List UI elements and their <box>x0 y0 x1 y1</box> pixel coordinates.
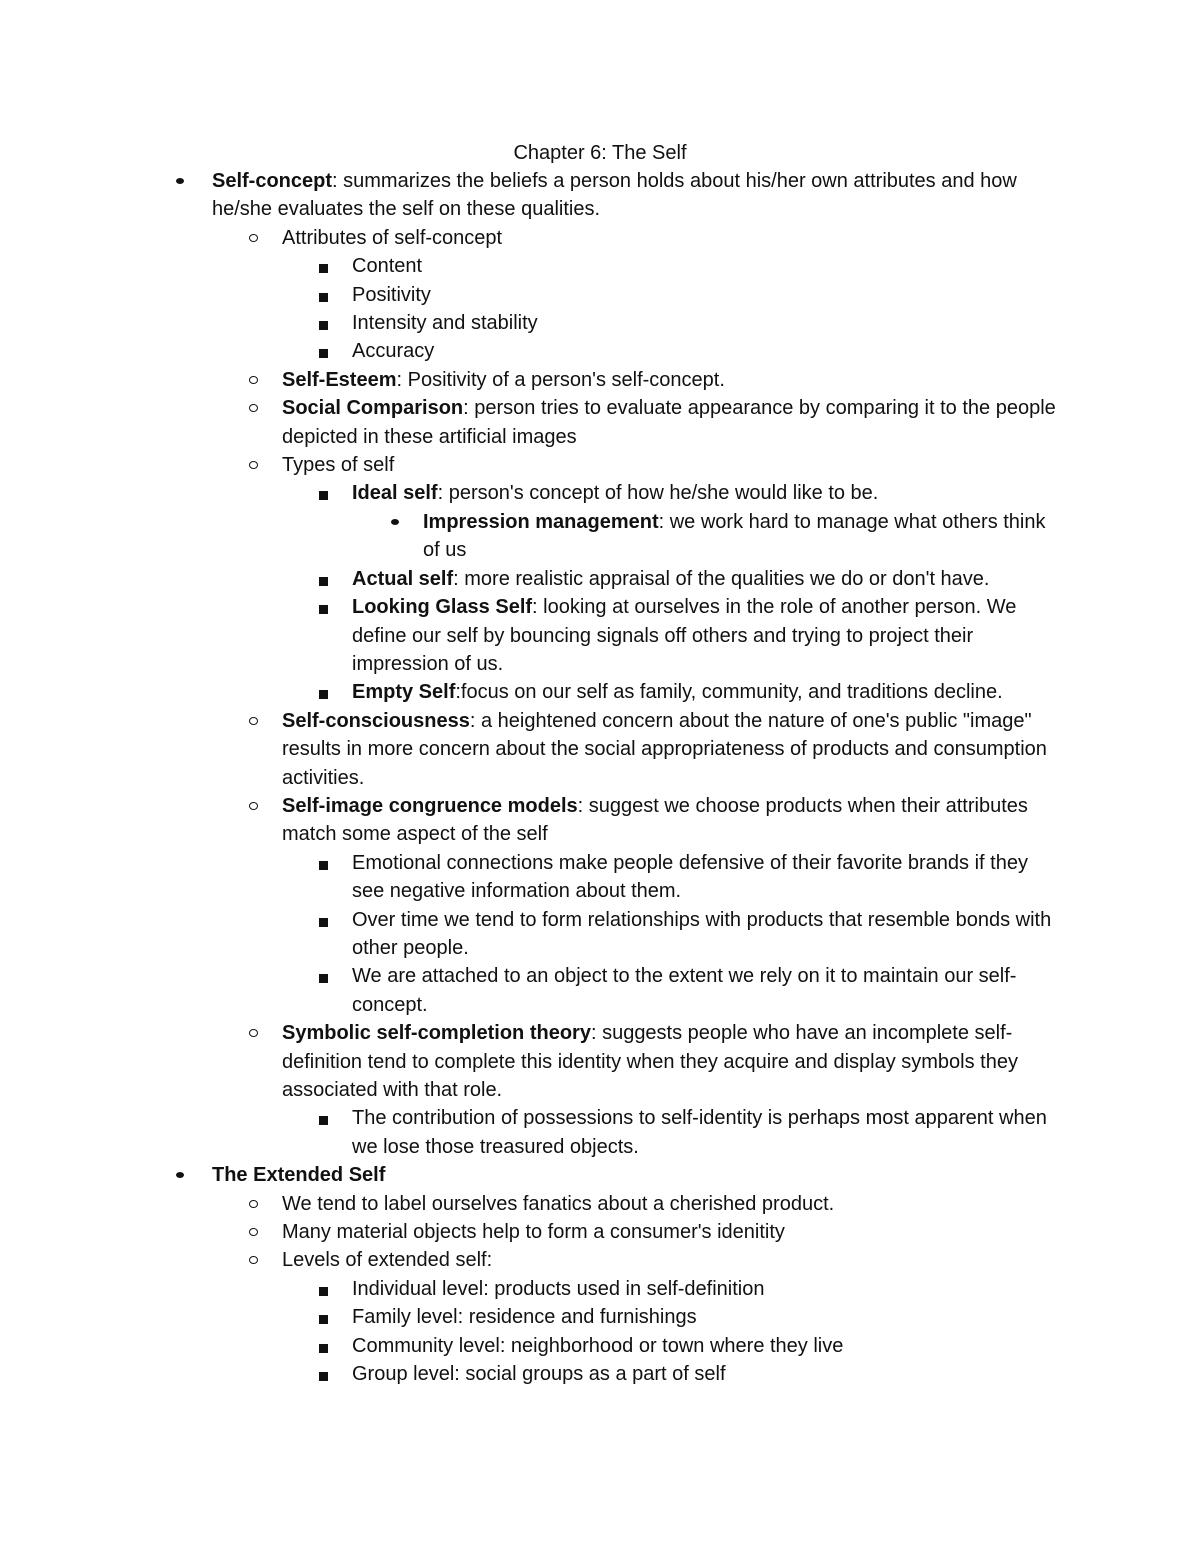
list-item <box>282 1246 1062 1274</box>
bullet-hollow-icon <box>249 1200 258 1208</box>
list-item <box>352 252 1062 280</box>
bullet-hollow-icon <box>249 1256 258 1264</box>
definition-text: : person tries to evaluate appearance by comparing it to the people depicted in these artificial images <box>282 397 1056 448</box>
bullet-filled-icon <box>176 1172 184 1178</box>
term: Symbolic self-completion theory <box>282 1022 591 1045</box>
definition-text: : looking at ourselves in the role of another person. We define our self by bouncing signals off others and trying to project their impression of us. <box>352 596 1017 675</box>
bullet-hollow-icon <box>249 234 258 242</box>
bullet-hollow-icon <box>249 802 258 810</box>
list-item <box>352 678 1062 706</box>
list-item <box>282 224 1062 252</box>
term: Impression management <box>423 510 659 533</box>
list-item <box>282 1218 1062 1246</box>
list-item <box>352 1104 1062 1161</box>
bullet-square-icon <box>319 321 328 330</box>
bullet-hollow-icon <box>249 1029 258 1037</box>
list-item <box>352 1303 1062 1331</box>
list-item <box>282 792 1062 849</box>
definition-text: We tend to label ourselves fanatics about a cherished product. <box>282 1192 835 1215</box>
bullet-hollow-icon <box>249 404 258 412</box>
term: Social Comparison <box>282 397 464 420</box>
list-item <box>352 309 1062 337</box>
list-item <box>212 167 1062 224</box>
list-item <box>423 508 1063 565</box>
list-item <box>352 565 1062 593</box>
outline-list <box>0 167 1200 1388</box>
list-item <box>282 1019 1062 1104</box>
bullet-square-icon <box>319 1344 328 1353</box>
definition-text: Intensity and stability <box>352 312 538 335</box>
definition-text: Attributes of self-concept <box>282 226 503 249</box>
bullet-square-icon <box>319 1372 328 1381</box>
definition-text: Types of self <box>282 454 395 477</box>
definition-text: Content <box>352 255 423 278</box>
definition-text: : summarizes the beliefs a person holds about his/her own attributes and how he/she evaluates the self on these qualities. <box>212 170 1017 221</box>
list-item <box>282 394 1062 451</box>
bullet-square-icon <box>319 264 328 273</box>
term: Empty Self <box>352 681 456 704</box>
page-title: Chapter 6: The Self <box>513 142 687 164</box>
definition-text: Community level: neighborhood or town where they live <box>352 1334 844 1357</box>
list-item <box>282 366 1062 394</box>
bullet-hollow-icon <box>249 717 258 725</box>
bullet-square-icon <box>319 1315 328 1324</box>
definition-text: We are attached to an object to the extent we rely on it to maintain our self-concept. <box>352 965 1017 1016</box>
definition-text: Group level: social groups as a part of self <box>352 1363 726 1386</box>
bullet-square-icon <box>319 690 328 699</box>
definition-text: : suggest we choose products when their attributes match some aspect of the self <box>282 794 1028 846</box>
list-item <box>352 593 1062 678</box>
term: Self-image congruence models <box>282 794 578 817</box>
definition-text: : suggests people who have an incomplete self-definition tend to complete this identity when they acquire and display symbols they associated with that role. <box>282 1022 1018 1101</box>
definition-text: Emotional connections make people defensive of their favorite brands if they see negative information about them. <box>352 851 1028 903</box>
list-item <box>352 849 1062 906</box>
definition-text: Family level: residence and furnishings <box>352 1306 697 1329</box>
definition-text: Over time we tend to form relationships with products that resemble bonds with other people. <box>352 908 1052 959</box>
bullet-square-icon <box>319 605 328 614</box>
term: Actual self <box>352 567 454 590</box>
definition-text: Many material objects help to form a consumer's idenitity <box>282 1221 785 1244</box>
bullet-hollow-icon <box>249 1228 258 1236</box>
list-item <box>352 281 1062 309</box>
term: Self-Esteem <box>282 368 397 391</box>
bullet-filled-icon <box>176 178 184 184</box>
bullet-square-icon <box>319 918 328 927</box>
list-item <box>352 337 1062 365</box>
list-item <box>282 707 1062 792</box>
bullet-square-icon <box>319 491 328 500</box>
definition-text: : Positivity of a person's self-concept. <box>396 368 725 391</box>
bullet-square-icon <box>319 1116 328 1125</box>
term: Self-consciousness <box>282 709 470 732</box>
list-item <box>352 962 1062 1019</box>
list-item <box>282 451 1062 479</box>
bullet-square-icon <box>319 1287 328 1296</box>
list-item <box>352 1360 1062 1388</box>
list-item <box>212 1161 1062 1189</box>
bullet-filled-icon <box>391 519 399 525</box>
term: Looking Glass Self <box>352 596 533 619</box>
definition-text: Positivity <box>352 283 431 306</box>
definition-text: The contribution of possessions to self-identity is perhaps most apparent when we lose those treasured objects. <box>352 1107 1047 1158</box>
list-item <box>352 1332 1062 1360</box>
bullet-hollow-icon <box>249 376 258 384</box>
definition-text: : more realistic appraisal of the qualities we do or don't have. <box>453 567 990 590</box>
bullet-square-icon <box>319 577 328 586</box>
definition-text: Individual level: products used in self-definition <box>352 1277 765 1300</box>
list-item <box>352 1275 1062 1303</box>
bullet-square-icon <box>319 974 328 983</box>
definition-text: : a heightened concern about the nature of one's public "image" results in more concern about the social appropriateness of products and consumption activities. <box>282 709 1047 789</box>
list-item <box>352 479 1062 507</box>
term: Ideal self <box>352 482 438 505</box>
bullet-square-icon <box>319 293 328 302</box>
term: The Extended Self <box>212 1164 386 1187</box>
definition-text: : person's concept of how he/she would like to be. <box>437 482 879 505</box>
bullet-square-icon <box>319 861 328 870</box>
definition-text: Levels of extended self: <box>282 1249 493 1272</box>
definition-text: : we work hard to manage what others think of us <box>423 510 1046 562</box>
bullet-square-icon <box>319 349 328 358</box>
term: Self-concept <box>212 170 333 192</box>
definition-text: :focus on our self as family, community, and traditions decline. <box>455 681 1003 704</box>
definition-text: Accuracy <box>352 340 435 363</box>
bullet-hollow-icon <box>249 461 258 469</box>
list-item <box>282 1190 1062 1218</box>
list-item <box>352 906 1062 963</box>
